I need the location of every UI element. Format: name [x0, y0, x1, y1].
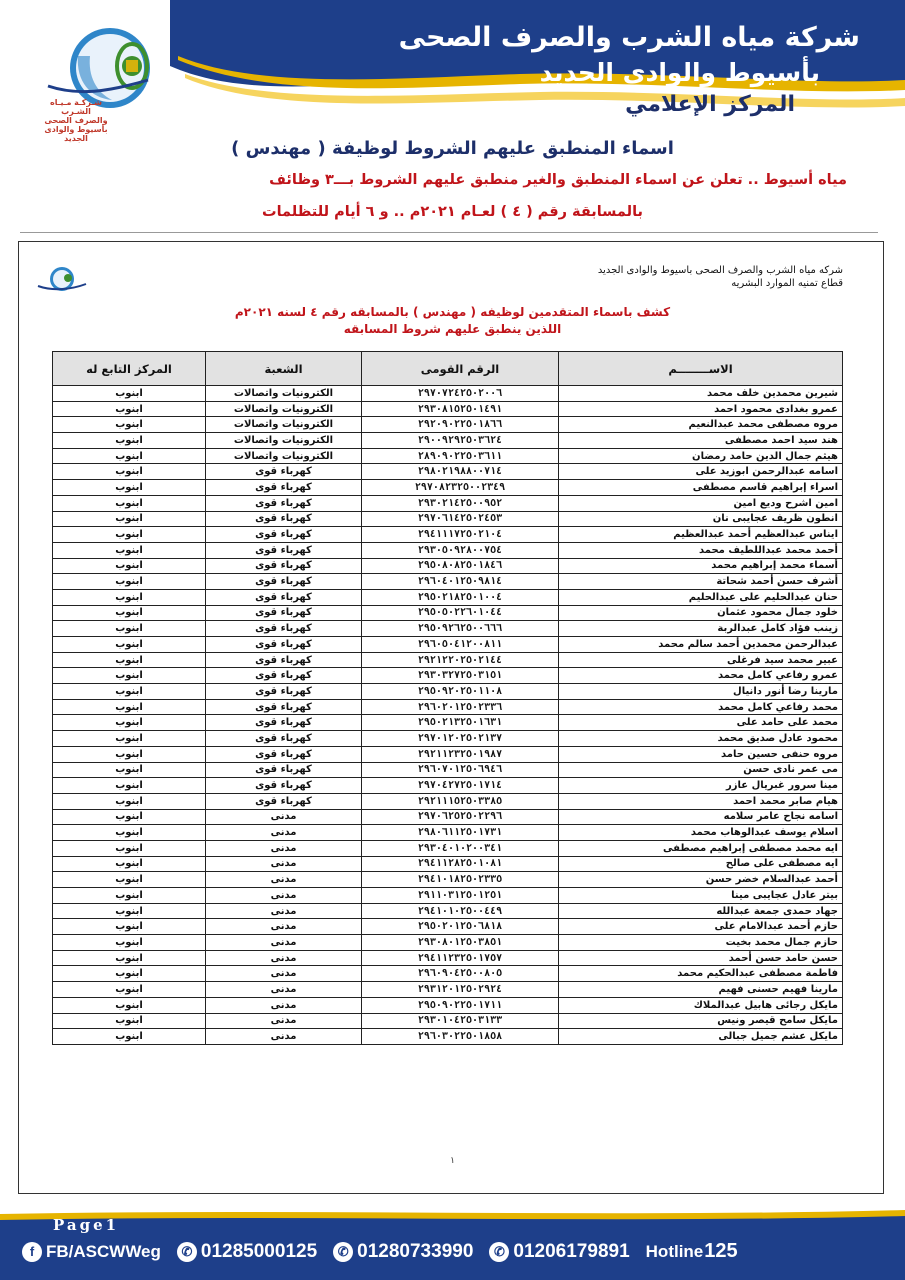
- center-cell: ابنوب: [53, 605, 206, 621]
- center-cell: ابنوب: [53, 1013, 206, 1029]
- applicant-name-cell: حنان عبدالحليم على عبدالحليم: [559, 589, 843, 605]
- department-cell: كهرباء قوى: [206, 574, 362, 590]
- department-cell: مدنى: [206, 935, 362, 951]
- national-id-cell: ٢٩٥٠٢١٣٢٥٠١٦٣١: [362, 715, 559, 731]
- national-id-cell: ٢٩٧٠٦١٤٢٥٠٢٤٥٣: [362, 511, 559, 527]
- center-cell: ابنوب: [53, 715, 206, 731]
- phone-icon: ✆: [177, 1242, 197, 1262]
- national-id-cell: ٢٩٥٠٩٢٦٢٥٠٠٦٦٦: [362, 621, 559, 637]
- divider: [20, 232, 878, 233]
- national-id-cell: ٢٩٣٠١٠٤٢٥٠٣١٣٣: [362, 1013, 559, 1029]
- hotline-number: 125: [704, 1240, 738, 1262]
- column-header-center: المركز التابع له: [53, 352, 206, 386]
- center-cell: ابنوب: [53, 542, 206, 558]
- table-row: [53, 527, 843, 543]
- department-cell: كهرباء قوى: [206, 746, 362, 762]
- applicant-name-cell: عمرو بغدادى محمود احمد: [559, 401, 843, 417]
- national-id-cell: ٢٩٣٠٨١٥٢٥٠١٤٩١: [362, 401, 559, 417]
- applicant-name-cell: ايناس عبدالعظيم أحمد عبدالعظيم: [559, 527, 843, 543]
- applicant-name-cell: هند سيد احمد مصطفى: [559, 433, 843, 449]
- department-cell: كهرباء قوى: [206, 715, 362, 731]
- national-id-cell: ٢٩١١٠٣١٢٥٠١٢٥١: [362, 888, 559, 904]
- national-id-cell: ٢٩٥٠٥٠٢٢٦٠١٠٤٤: [362, 605, 559, 621]
- document-page-number: ١: [450, 1156, 455, 1166]
- sector-name: قطاع تمنيه الموارد البشريه: [731, 278, 843, 289]
- table-row: [53, 762, 843, 778]
- table-row: [53, 542, 843, 558]
- center-cell: ابنوب: [53, 511, 206, 527]
- facebook-link[interactable]: [22, 1242, 161, 1262]
- applicant-name-cell: حازم أحمد عبدالامام على: [559, 919, 843, 935]
- center-cell: ابنوب: [53, 652, 206, 668]
- center-cell: ابنوب: [53, 495, 206, 511]
- hotline-label: Hotline: [645, 1242, 704, 1261]
- hotline-link[interactable]: [646, 1240, 738, 1263]
- national-id-cell: ٢٩٧٠٤٢٧٢٥٠١٧١٤: [362, 778, 559, 794]
- table-row: [53, 715, 843, 731]
- applicant-name-cell: مايكل عشم جميل جبالى: [559, 1029, 843, 1045]
- announcement-line1: مياه أسيوط .. تعلن عن اسماء المنطبق والغير منطبق عليهم الشروط بـــ٣ وظائف: [269, 172, 847, 188]
- applicant-name-cell: عبير محمد سيد فرغلى: [559, 652, 843, 668]
- applicant-name-cell: أحمد محمد عبداللطيف محمد: [559, 542, 843, 558]
- logo-caption: شـركـة مـيـاه الشـرب والصرف الصحى بأسيوط والوادى الجديد: [44, 98, 108, 143]
- table-row: [53, 589, 843, 605]
- applicant-name-cell: فاطمة مصطفى عبدالحكيم محمد: [559, 966, 843, 982]
- center-cell: ابنوب: [53, 699, 206, 715]
- table-row: [53, 793, 843, 809]
- department-cell: كهرباء قوى: [206, 684, 362, 700]
- department-cell: كهرباء قوى: [206, 464, 362, 480]
- department-name: المركز الإعلامي: [625, 92, 795, 117]
- department-cell: مدنى: [206, 1029, 362, 1045]
- table-row: [53, 888, 843, 904]
- center-cell: ابنوب: [53, 903, 206, 919]
- national-id-cell: ٢٩٢١١١٥٢٥٠٣٣٨٥: [362, 793, 559, 809]
- center-cell: ابنوب: [53, 684, 206, 700]
- national-id-cell: ٢٩٧٠١٢٠٢٥٠٢١٣٧: [362, 731, 559, 747]
- center-cell: ابنوب: [53, 982, 206, 998]
- national-id-cell: ٢٩٤١٠١٠٢٥٠٠٤٤٩: [362, 903, 559, 919]
- department-cell: مدنى: [206, 966, 362, 982]
- applicant-name-cell: انطون ظريف عجايبى نان: [559, 511, 843, 527]
- page-label: Page1: [53, 1216, 120, 1234]
- contact-bar: [22, 1240, 738, 1263]
- department-cell: مدنى: [206, 872, 362, 888]
- national-id-cell: ٢٩٦٠٢٠١٢٥٠٢٣٣٦: [362, 699, 559, 715]
- department-cell: مدنى: [206, 997, 362, 1013]
- national-id-cell: ٢٩٠٠٩٢٩٢٥٠٣٦٢٤: [362, 433, 559, 449]
- table-row: [53, 433, 843, 449]
- table-row: [53, 746, 843, 762]
- company-name-line1: شركة مياه الشرب والصرف الصحى: [398, 22, 860, 53]
- national-id-cell: ٢٩٦٠٤٠١٢٥٠٩٨١٤: [362, 574, 559, 590]
- center-cell: ابنوب: [53, 935, 206, 951]
- department-cell: كهرباء قوى: [206, 731, 362, 747]
- center-cell: ابنوب: [53, 872, 206, 888]
- table-row: [53, 809, 843, 825]
- department-cell: كهرباء قوى: [206, 511, 362, 527]
- table-row: [53, 950, 843, 966]
- national-id-cell: ٢٩٥٠٢١٨٢٥٠١٠٠٤: [362, 589, 559, 605]
- center-cell: ابنوب: [53, 433, 206, 449]
- applicant-name-cell: مروه حنفى حسين حامد: [559, 746, 843, 762]
- table-row: [53, 778, 843, 794]
- national-id-cell: ٢٩٤١١٢٨٢٥٠١٠٨١: [362, 856, 559, 872]
- whatsapp-icon: ✆: [489, 1242, 509, 1262]
- department-cell: كهرباء قوى: [206, 495, 362, 511]
- center-cell: ابنوب: [53, 668, 206, 684]
- table-row: [53, 605, 843, 621]
- department-cell: الكترونيات واتصالات: [206, 433, 362, 449]
- national-id-cell: ٢٩٦٠٧٠١٢٥٠٦٩٤٦: [362, 762, 559, 778]
- applicant-name-cell: أسماء محمد إبراهيم محمد: [559, 558, 843, 574]
- department-cell: كهرباء قوى: [206, 762, 362, 778]
- department-cell: كهرباء قوى: [206, 621, 362, 637]
- center-cell: ابنوب: [53, 950, 206, 966]
- national-id-cell: ٢٩٥٠٩٢٠٢٥٠١١٠٨: [362, 684, 559, 700]
- table-row: [53, 966, 843, 982]
- center-cell: ابنوب: [53, 840, 206, 856]
- applicant-name-cell: مى عمر نادى حسن: [559, 762, 843, 778]
- department-cell: مدنى: [206, 825, 362, 841]
- center-cell: ابنوب: [53, 589, 206, 605]
- center-cell: ابنوب: [53, 731, 206, 747]
- announcement-title: اسماء المنطبق عليهم الشروط لوظيفة ( مهندس ): [231, 138, 674, 159]
- table-row: [53, 511, 843, 527]
- applicant-name-cell: عبدالرحمن محمدين أحمد سالم محمد: [559, 637, 843, 653]
- document-title: كشف باسماء المتقدمين لوظيفه ( مهندس ) بالمسابقه رقم ٤ لسنه ٢٠٢١م: [234, 305, 671, 319]
- department-cell: مدنى: [206, 950, 362, 966]
- table-row: [53, 574, 843, 590]
- applicant-name-cell: شيرين محمدين خلف محمد: [559, 386, 843, 402]
- department-cell: كهرباء قوى: [206, 793, 362, 809]
- national-id-cell: ٢٩٨٠٢١٩٨٨٠٠٧١٤: [362, 464, 559, 480]
- center-cell: ابنوب: [53, 746, 206, 762]
- phone-number-1: 01285000125: [200, 1240, 318, 1262]
- table-row: [53, 668, 843, 684]
- department-cell: كهرباء قوى: [206, 480, 362, 496]
- applicant-name-cell: ايه محمد مصطفى إبراهيم مصطفى: [559, 840, 843, 856]
- center-cell: ابنوب: [53, 856, 206, 872]
- center-cell: ابنوب: [53, 778, 206, 794]
- center-cell: ابنوب: [53, 793, 206, 809]
- department-cell: الكترونيات واتصالات: [206, 448, 362, 464]
- phone-icon: ✆: [333, 1242, 353, 1262]
- national-id-cell: ٢٨٩٠٩٠٢٢٥٠٣٦١١: [362, 448, 559, 464]
- national-id-cell: ٢٩٥٠٨٠٨٢٥٠١٨٤٦: [362, 558, 559, 574]
- phone-link-2[interactable]: [333, 1241, 473, 1263]
- department-cell: مدنى: [206, 809, 362, 825]
- phone-number-2: 01280733990: [357, 1240, 474, 1262]
- national-id-cell: ٢٩٢١٢٢٠٢٥٠٢١٤٤: [362, 652, 559, 668]
- center-cell: ابنوب: [53, 966, 206, 982]
- department-cell: كهرباء قوى: [206, 652, 362, 668]
- center-cell: ابنوب: [53, 621, 206, 637]
- center-cell: ابنوب: [53, 401, 206, 417]
- center-cell: ابنوب: [53, 464, 206, 480]
- department-cell: كهرباء قوى: [206, 605, 362, 621]
- national-id-cell: ٢٩٥٠٢٠١٢٥٠٦٨١٨: [362, 919, 559, 935]
- department-cell: كهرباء قوى: [206, 589, 362, 605]
- applicant-name-cell: محمد رفاعي كامل محمد: [559, 699, 843, 715]
- center-cell: ابنوب: [53, 997, 206, 1013]
- column-header-name: الاســــــــم: [559, 352, 843, 386]
- table-row: [53, 856, 843, 872]
- applicant-name-cell: اسلام يوسف عبدالوهاب محمد: [559, 825, 843, 841]
- applicant-name-cell: حسن حامد حسن أحمد: [559, 950, 843, 966]
- department-cell: مدنى: [206, 982, 362, 998]
- department-cell: مدنى: [206, 919, 362, 935]
- center-cell: ابنوب: [53, 527, 206, 543]
- department-cell: مدنى: [206, 1013, 362, 1029]
- applicant-name-cell: أحمد عبدالسلام خضر حسن: [559, 872, 843, 888]
- applicant-name-cell: مايكل سامح قيصر ونيس: [559, 1013, 843, 1029]
- national-id-cell: ٢٩٣١٢٠١٢٥٠٢٩٢٤: [362, 982, 559, 998]
- document-logo: [32, 264, 92, 298]
- applicant-name-cell: بيتر عادل عجايبى مينا: [559, 888, 843, 904]
- document-subtitle: اللذين ينطبق عليهم شروط المسابقه: [343, 322, 562, 336]
- whatsapp-number: 01206179891: [513, 1240, 630, 1262]
- national-id-cell: ٢٩٧٠٦٢٥٢٥٠٢٢٩٦: [362, 809, 559, 825]
- department-cell: مدنى: [206, 856, 362, 872]
- center-cell: ابنوب: [53, 1029, 206, 1045]
- department-cell: كهرباء قوى: [206, 699, 362, 715]
- center-cell: ابنوب: [53, 386, 206, 402]
- national-id-cell: ٢٩٨٠٦١١٢٥٠١٧٣١: [362, 825, 559, 841]
- facebook-handle: FB/ASCWWeg: [46, 1241, 161, 1261]
- table-header-row: [53, 352, 843, 386]
- announcement-line2: بالمسابقة رقم ( ٤ ) لعـام ٢٠٢١م .. و ٦ أيام للتظلمات: [262, 204, 643, 220]
- department-cell: كهرباء قوى: [206, 527, 362, 543]
- center-cell: ابنوب: [53, 809, 206, 825]
- national-id-cell: ٢٩٥٠٩٠٢٢٥٠١٧١١: [362, 997, 559, 1013]
- applicant-name-cell: مارينا فهيم حسنى فهيم: [559, 982, 843, 998]
- center-cell: ابنوب: [53, 888, 206, 904]
- table-row: [53, 731, 843, 747]
- applicant-name-cell: أشرف حسن أحمد شحاتة: [559, 574, 843, 590]
- applicant-name-cell: محمد على حامد على: [559, 715, 843, 731]
- table-row: [53, 621, 843, 637]
- department-cell: مدنى: [206, 840, 362, 856]
- table-row: [53, 1029, 843, 1045]
- center-cell: ابنوب: [53, 448, 206, 464]
- center-cell: ابنوب: [53, 574, 206, 590]
- department-cell: كهرباء قوى: [206, 778, 362, 794]
- table-row: [53, 840, 843, 856]
- phone-link-1[interactable]: [177, 1241, 317, 1263]
- national-id-cell: ٢٩٧٠٧٢٤٢٥٠٢٠٠٦: [362, 386, 559, 402]
- center-cell: ابنوب: [53, 825, 206, 841]
- table-row: [53, 1013, 843, 1029]
- table-row: [53, 637, 843, 653]
- company-name-line2: بأسيوط والوادى الجديد: [539, 58, 820, 87]
- national-id-cell: ٢٩٣٠٣٢٧٢٥٠٣١٥١: [362, 668, 559, 684]
- organization-name: شركه مياه الشرب والصرف الصحى باسيوط والوادى الجديد: [597, 265, 843, 276]
- national-id-cell: ٢٩٣٠٢١٤٢٥٠٠٩٥٢: [362, 495, 559, 511]
- applicants-table: [52, 351, 843, 1045]
- national-id-cell: ٢٩٢١١٢٣٢٥٠١٩٨٧: [362, 746, 559, 762]
- national-id-cell: ٢٩٦٠٩٠٤٢٥٠٠٨٠٥: [362, 966, 559, 982]
- table-row: [53, 495, 843, 511]
- department-cell: الكترونيات واتصالات: [206, 417, 362, 433]
- national-id-cell: ٢٩٢٠٩٠٢٢٥٠١٨٦٦: [362, 417, 559, 433]
- national-id-cell: ٢٩٣٠٤٠١٠٢٠٠٣٤١: [362, 840, 559, 856]
- national-id-cell: ٢٩٣٠٨٠١٢٥٠٣٨٥١: [362, 935, 559, 951]
- applicant-name-cell: اسامه عبدالرحمن ابوزيد على: [559, 464, 843, 480]
- national-id-cell: ٢٩٣٠٥٠٩٢٨٠٠٧٥٤: [362, 542, 559, 558]
- applicant-name-cell: مينا سرور غبريال عازر: [559, 778, 843, 794]
- applicant-name-cell: حازم جمال محمد بخيت: [559, 935, 843, 951]
- applicant-name-cell: جهاد حمدى جمعة عبدالله: [559, 903, 843, 919]
- table-row: [53, 386, 843, 402]
- applicant-name-cell: هيثم جمال الدين حامد رمضان: [559, 448, 843, 464]
- column-header-national-id: الرقم القومى: [362, 352, 559, 386]
- applicant-name-cell: مروه مصطفى محمد عبدالنعيم: [559, 417, 843, 433]
- table-row: [53, 825, 843, 841]
- center-cell: ابنوب: [53, 637, 206, 653]
- applicant-name-cell: امين اشرح وديع امين: [559, 495, 843, 511]
- table-row: [53, 935, 843, 951]
- table-body: [53, 386, 843, 1045]
- national-id-cell: ٢٩٤١١٢٣٢٥٠١٧٥٧: [362, 950, 559, 966]
- applicant-name-cell: عمرو رفاعي كامل محمد: [559, 668, 843, 684]
- applicant-name-cell: اسراء إبراهيم قاسم مصطفى: [559, 480, 843, 496]
- facebook-icon: f: [22, 1242, 42, 1262]
- department-cell: الكترونيات واتصالات: [206, 386, 362, 402]
- table-row: [53, 480, 843, 496]
- applicant-name-cell: خلود جمال محمود عثمان: [559, 605, 843, 621]
- table-row: [53, 872, 843, 888]
- center-cell: ابنوب: [53, 558, 206, 574]
- department-cell: كهرباء قوى: [206, 637, 362, 653]
- department-cell: كهرباء قوى: [206, 558, 362, 574]
- table-row: [53, 699, 843, 715]
- table-row: [53, 417, 843, 433]
- national-id-cell: ٢٩٤١٠١٨٢٥٠٢٣٣٥: [362, 872, 559, 888]
- national-id-cell: ٢٩٤١١١٧٢٥٠٢١٠٤: [362, 527, 559, 543]
- national-id-cell: ٢٩٦٠٥٠٤١٢٠٠٨١١: [362, 637, 559, 653]
- department-cell: مدنى: [206, 903, 362, 919]
- table-row: [53, 903, 843, 919]
- applicant-name-cell: محمود عادل صديق محمد: [559, 731, 843, 747]
- table-row: [53, 558, 843, 574]
- table-row: [53, 919, 843, 935]
- department-cell: كهرباء قوى: [206, 668, 362, 684]
- applicant-name-cell: اسامه نجاح عامر سلامه: [559, 809, 843, 825]
- table-row: [53, 684, 843, 700]
- national-id-cell: ٢٩٧٠٨٢٣٢٥٠٠٢٣٤٩: [362, 480, 559, 496]
- table-row: [53, 464, 843, 480]
- table-row: [53, 982, 843, 998]
- department-cell: كهرباء قوى: [206, 542, 362, 558]
- applicant-name-cell: مارينا رضا أنور دانيال: [559, 684, 843, 700]
- table-row: [53, 448, 843, 464]
- national-id-cell: ٢٩٦٠٣٠٢٢٥٠١٨٥٨: [362, 1029, 559, 1045]
- column-header-department: الشعبة: [206, 352, 362, 386]
- applicant-name-cell: مايكل رجائى هابيل عبدالملاك: [559, 997, 843, 1013]
- applicant-name-cell: ايه مصطفى على صالح: [559, 856, 843, 872]
- center-cell: ابنوب: [53, 919, 206, 935]
- table-row: [53, 401, 843, 417]
- department-cell: الكترونيات واتصالات: [206, 401, 362, 417]
- applicant-name-cell: هيام صابر محمد احمد: [559, 793, 843, 809]
- department-cell: مدنى: [206, 888, 362, 904]
- applicant-name-cell: زينب فؤاد كامل عبدالربة: [559, 621, 843, 637]
- center-cell: ابنوب: [53, 480, 206, 496]
- table-row: [53, 652, 843, 668]
- center-cell: ابنوب: [53, 417, 206, 433]
- whatsapp-link[interactable]: [489, 1241, 629, 1263]
- table-row: [53, 997, 843, 1013]
- center-cell: ابنوب: [53, 762, 206, 778]
